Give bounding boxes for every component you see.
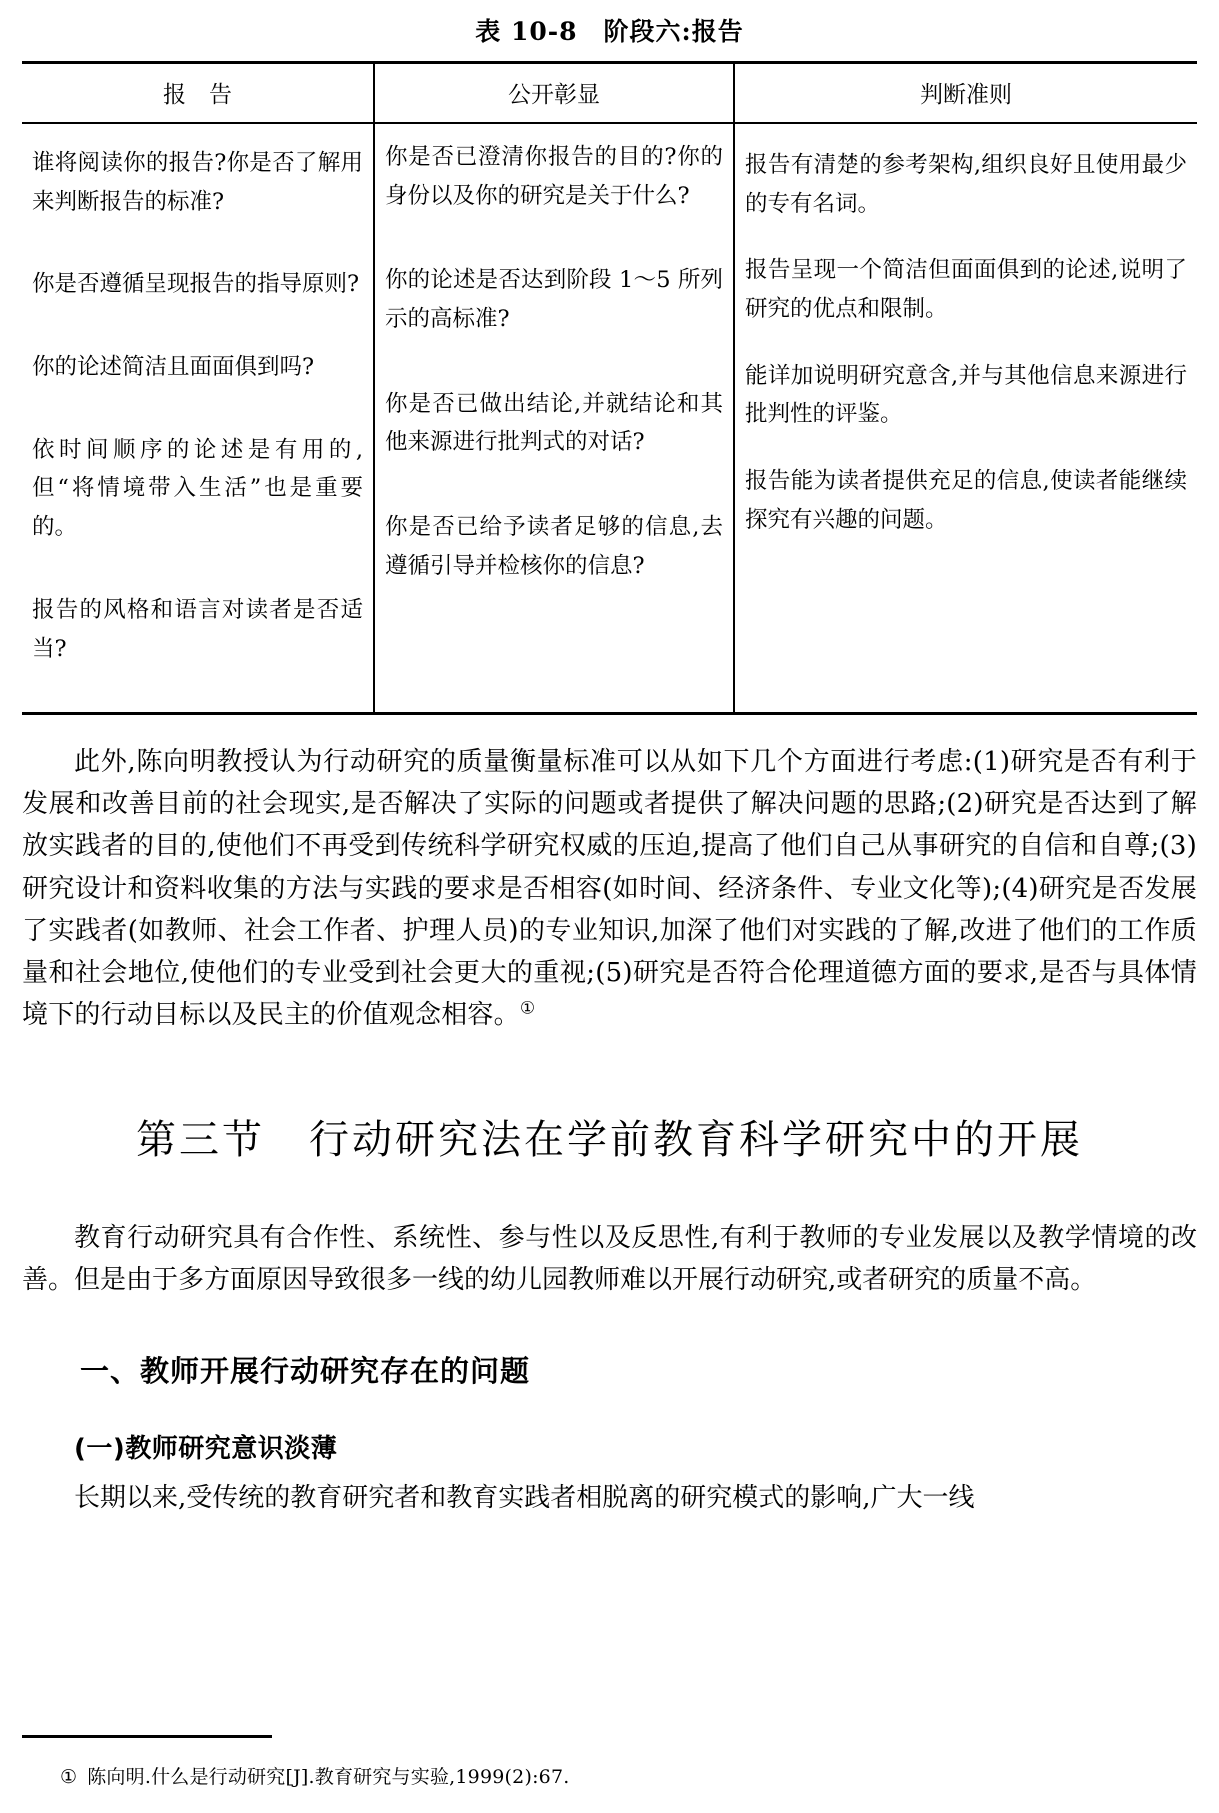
body-paragraph-quality-criteria [22, 741, 1197, 1036]
public-display-item: 你是否已做出结论,并就结论和其他来源进行批判式的对话? [385, 390, 723, 456]
public-display-item: 你是否已澄清你报告的目的?你的身份以及你的研究是关于什么? [385, 144, 723, 209]
column-header-judgement-criteria: 判断准则 [734, 63, 1197, 124]
subsection-heading-one-one: (一)教师研究意识淡薄 [74, 1434, 338, 1465]
subsection-paragraph: 长期以来,受传统的教育研究者和教育实践者相脱离的研究模式的影响,广大一线 [74, 1483, 975, 1514]
cell-public-display-column [374, 123, 734, 714]
judgement-criteria-item: 报告呈现一个简洁但面面俱到的论述,说明了研究的优点和限制。 [745, 257, 1187, 323]
body-paragraph-text: 此外,陈向明教授认为行动研究的质量衡量标准可以从如下几个方面进行考虑:(1)研究是否有利于发展和改善目前的社会现实,是否解决了实际的问题或者提供了解决问题的思路;(2)研究是否达到了解放实践者的目的,使他们不再受到传统科学研究权威的压迫,提高了他们自己从事研究的自信和自尊;(3)研究设计和资料收集的方法与实践的要求是否相容(如时间、经济条件、专业文化等);(4)研究是否发展了实践者(如教师、社会工作者、护理人员)的专业知识,加深了他们对实践的了解,改进了他们的工作质量和社会地位,使他们的专业受到社会更大的重视;(5)研究是否符合伦理道德方面的要求,是否与具体情境下的行动目标以及民主的价值观念相容。 [22, 747, 1197, 1030]
table-caption: 表 10-8 阶段六:报告 [475, 17, 744, 46]
section-heading [22, 1108, 1197, 1165]
section-number: 第三节 [136, 1116, 265, 1163]
judgement-criteria-item: 能详加说明研究意含,并与其他信息来源进行批判性的评鉴。 [745, 362, 1187, 428]
footnote-reference-marker: ① [519, 998, 536, 1019]
column-header-report: 报 告 [22, 63, 374, 124]
report-item: 你是否遵循呈现报告的指导原则? [32, 271, 360, 298]
report-item: 你的论述简洁且面面俱到吗? [32, 354, 315, 381]
report-item: 报告的风格和语言对读者是否适当? [32, 596, 363, 662]
table-row [22, 123, 1197, 714]
judgement-criteria-item: 报告能为读者提供充足的信息,使读者能继续探究有兴趣的问题。 [745, 468, 1187, 533]
footnote-area [22, 1735, 1197, 1791]
section-title: 行动研究法在学前教育科学研究中的开展 [309, 1116, 1083, 1163]
subsection-heading-one: 一、教师开展行动研究存在的问题 [80, 1354, 531, 1389]
cell-report-column [22, 123, 374, 714]
public-display-item: 你是否已给予读者足够的信息,去遵循引导并检核你的信息? [385, 514, 723, 579]
report-item: 谁将阅读你的报告?你是否了解用来判断报告的标准? [32, 150, 363, 215]
footnote-divider [22, 1735, 272, 1738]
footnote-entry [22, 1764, 1197, 1791]
stage-six-report-table [22, 61, 1197, 715]
cell-judgement-criteria-column [734, 123, 1197, 714]
footnote-text: 陈向明.什么是行动研究[J].教育研究与实验,1999(2):67. [87, 1766, 570, 1789]
table-header-row [22, 63, 1197, 124]
public-display-item: 你的论述是否达到阶段 1～5 所列示的高标准? [385, 267, 723, 333]
footnote-marker: ① [60, 1766, 78, 1789]
report-item: 依时间顺序的论述是有用的,但“将情境带入生活”也是重要的。 [32, 436, 363, 541]
column-header-public-display: 公开彰显 [374, 63, 734, 124]
judgement-criteria-item: 报告有清楚的参考架构,组织良好且使用最少的专有名词。 [745, 152, 1187, 217]
section-intro-paragraph: 教育行动研究具有合作性、系统性、参与性以及反思性,有利于教师的专业发展以及教学情境的改善。但是由于多方面原因导致很多一线的幼儿园教师难以开展行动研究,或者研究的质量不高。 [22, 1222, 1197, 1296]
